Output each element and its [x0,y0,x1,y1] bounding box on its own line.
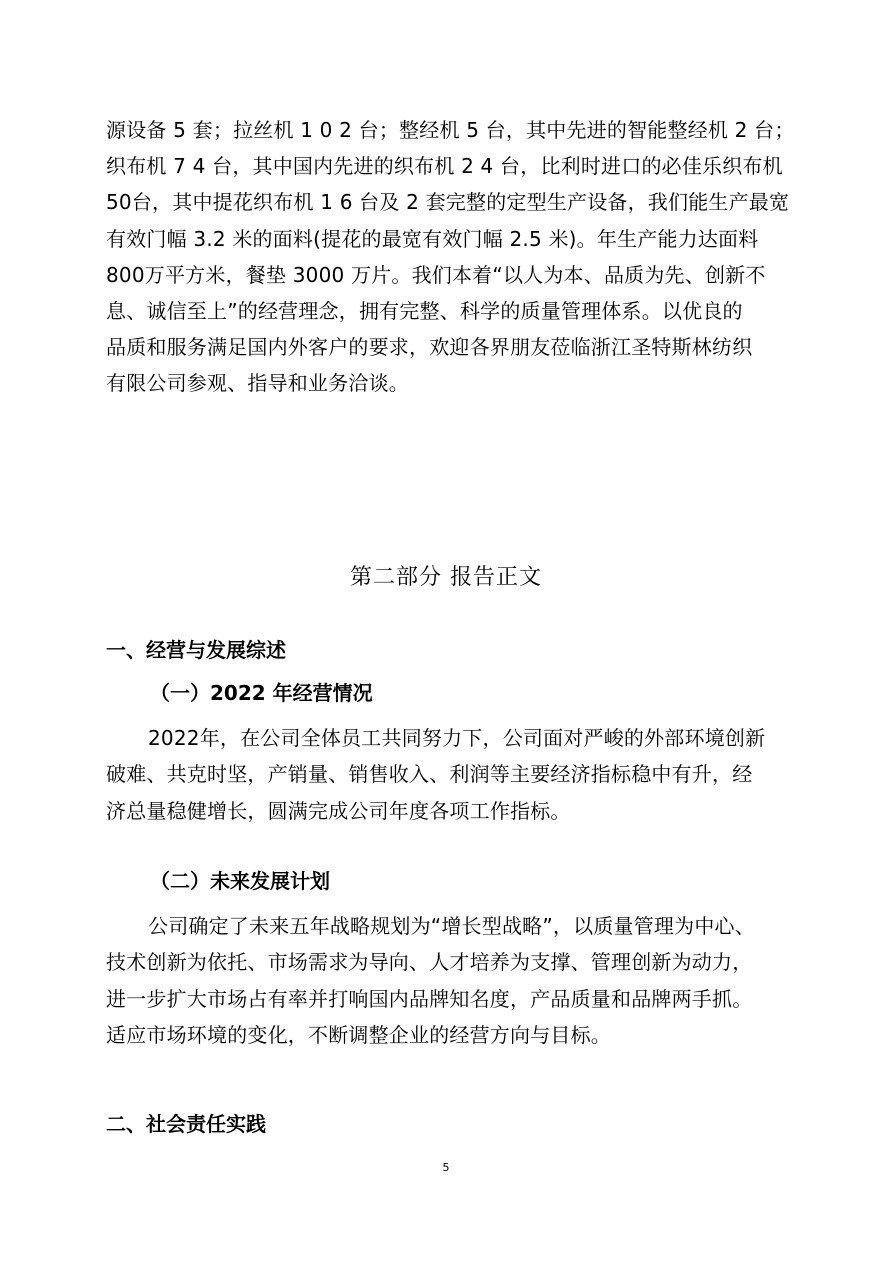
subsection1-heading: （一）2022 年经营情况 [150,681,373,705]
section1-heading: 一、经营与发展综述 [106,638,286,662]
paragraph-line: 进一步扩大市场占有率并打响国内品牌知名度，产品质量和品牌两手抓。 [106,986,753,1011]
intro-line: 息、诚信至上”的经营理念，拥有完整、科学的质量管理体系。以优良的 [106,299,743,324]
intro-line: 800万平方米，餐垫 3000 万片。我们本着“以人为本、品质为先、创新不 [106,262,766,287]
subsection2-heading: （二）未来发展计划 [150,869,330,893]
intro-line: 织布机 7 4 台，其中国内先进的织布机 2 4 台，比利时进口的必佳乐织布机 [106,154,783,179]
intro-line: 有限公司参观、指导和业务洽谈。 [106,371,409,396]
paragraph-line: 技术创新为依托、市场需求为导向、人才培养为支撑、管理创新为动力， [106,950,753,975]
intro-paragraph [106,112,796,402]
intro-line: 源设备 5 套；拉丝机 1 0 2 台；整经机 5 台，其中先进的智能整经机 2 台； [106,118,795,142]
paragraph-line: 济总量稳健增长，圆满完成公司年度各项工作指标。 [106,798,571,823]
paragraph-line: 公司确定了未来五年战略规划为“增长型战略”，以质量管理为中心、 [148,914,755,938]
intro-line: 有效门幅 3.2 米的面料(提花的最宽有效门幅 2.5 米)。年生产能力达面料 [106,226,759,251]
subsection1-paragraph [106,720,796,829]
paragraph-line: 破难、共克时坚，产销量、销售收入、利润等主要经济指标稳中有升，经 [106,762,753,787]
paragraph-line: 2022年，在公司全体员工共同努力下，公司面对严峻的外部环境创新 [148,726,766,750]
intro-line: 50台，其中提花织布机 1 6 台及 2 套完整的定型生产设备，我们能生产最宽 [106,190,790,215]
paragraph-line: 适应市场环境的变化，不断调整企业的经营方向与目标。 [106,1022,611,1047]
intro-line: 品质和服务满足国内外客户的要求，欢迎各界朋友莅临浙江圣特斯林纺织 [106,335,753,360]
part-title: 第二部分 报告正文 [350,565,542,590]
subsection2-paragraph [106,908,796,1053]
page-number: 5 [442,1161,450,1174]
section2-heading: 二、社会责任实践 [106,1112,266,1136]
